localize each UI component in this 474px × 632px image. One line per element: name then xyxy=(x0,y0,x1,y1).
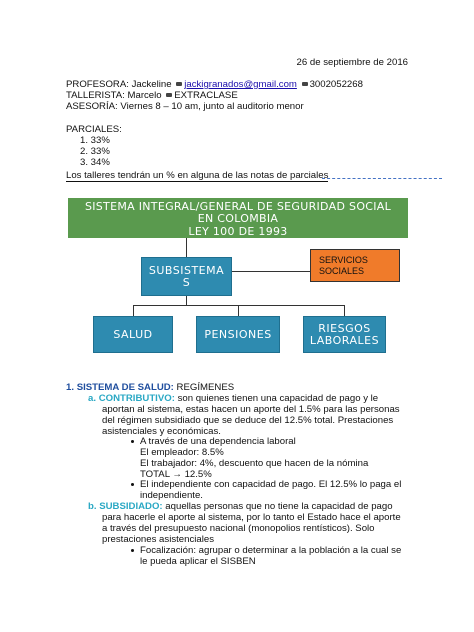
phone-number: 3002052268 xyxy=(309,79,363,90)
talleres-note-text: Los talleres tendrán un % en alguna de las notas de parciales xyxy=(66,170,329,181)
subsidiado-text-4: prestaciones asistenciales xyxy=(102,534,214,545)
connector-line xyxy=(133,305,345,306)
section-title-rest: REGÍMENES xyxy=(173,382,235,393)
marker-icon xyxy=(166,93,172,97)
pensiones-label: PENSIONES xyxy=(204,327,272,341)
contributivo-line-1 xyxy=(88,393,378,404)
connector-line xyxy=(186,238,187,257)
salud-label: SALUD xyxy=(113,327,153,341)
section-number: 1. xyxy=(66,382,75,393)
document-date: 26 de septiembre de 2016 xyxy=(296,57,408,68)
phone-icon xyxy=(302,82,308,86)
subsidiado-text-1: aquellas personas que no tiene la capacidad de pago xyxy=(162,501,393,512)
connector-line xyxy=(238,305,239,316)
bullet-icon xyxy=(131,549,134,552)
section-1-heading xyxy=(66,382,234,393)
servicios-text-2: SOCIALES xyxy=(319,266,365,276)
bullet-icon xyxy=(131,440,134,443)
diagram-banner xyxy=(68,198,408,238)
subsidiado-title: SUBSIDIADO: xyxy=(99,501,163,512)
connector-line xyxy=(232,271,310,272)
tallerista-label: TALLERISTA: Marcelo xyxy=(66,90,162,101)
subsidiado-bullet-1: Focalización: agrupar o determinar a la población a la cual se xyxy=(140,545,402,556)
parciales-label: PARCIALES: xyxy=(66,124,122,135)
bullet-icon xyxy=(131,483,134,486)
parcial-item: 3. 34% xyxy=(80,157,110,168)
banner-line-3: LEY 100 DE 1993 xyxy=(188,225,288,238)
contributivo-title: CONTRIBUTIVO: xyxy=(98,393,175,404)
banner-line-2: EN COLOMBIA xyxy=(197,212,279,225)
contributivo-text-2: aportan al sistema, estas hacen un aporte del 1.5% para las personas xyxy=(102,404,400,415)
trabajador-line: El trabajador: 4%, descuento que hacen de la nómina xyxy=(140,458,369,469)
subsistemas-box xyxy=(141,257,232,296)
tallerista-line xyxy=(66,90,238,101)
riesgos-label-2: LABORALES xyxy=(309,333,380,347)
contributivo-bullet-1: A través de una dependencia laboral xyxy=(140,436,296,447)
section-title: SISTEMA DE SALUD: xyxy=(76,382,174,393)
profesora-label: PROFESORA: Jackeline xyxy=(66,79,172,90)
subsidiado-text-3: a través del presupuesto nacional (monopolios rentísticos). Solo xyxy=(102,523,375,534)
connector-line xyxy=(344,305,345,316)
riesgos-label-1: RIESGOS xyxy=(318,321,371,335)
dashed-divider xyxy=(322,178,442,179)
extraclase-label: EXTRACLASE xyxy=(174,90,238,101)
banner-line-1: SISTEMA INTEGRAL/GENERAL DE SEGURIDAD SOCIAL xyxy=(84,200,392,213)
servicios-text-1: SERVICIOS xyxy=(319,255,368,265)
subsistemas-text-1: SUBSISTEMA xyxy=(148,263,225,277)
asesoria-line: ASESORÍA: Viernes 8 – 10 am, junto al auditorio menor xyxy=(66,101,304,112)
email-link[interactable]: jackigranados@gmail.com xyxy=(184,79,297,90)
parcial-item: 2. 33% xyxy=(80,146,110,157)
contributivo-text-1: son quienes tienen una capacidad de pago y le xyxy=(174,393,379,404)
salud-box xyxy=(93,316,173,353)
connector-line xyxy=(133,305,134,316)
total-line: TOTAL → 12.5% xyxy=(140,469,212,480)
contributivo-text-3: del régimen subsidiado que se deduce del 12.5% total. Prestaciones xyxy=(102,415,394,426)
contributivo-bullet-2-cont: independiente. xyxy=(140,490,203,501)
empleador-line: El empleador: 8.5% xyxy=(140,447,224,458)
subsidiado-text-2: para hacerle el aporte al sistema, por lo tanto el Estado hace el aporte xyxy=(102,512,401,523)
contributivo-bullet-2: El independiente con capacidad de pago. El 12.5% lo paga el xyxy=(140,479,402,490)
subsistemas-text-2: S xyxy=(182,275,191,289)
servicios-sociales-box xyxy=(310,249,400,282)
pensiones-box xyxy=(196,316,280,353)
item-a-marker: a. xyxy=(88,393,97,404)
item-b-marker: b. xyxy=(88,501,97,512)
subsidiado-bullet-1-cont: le pueda aplicar el SISBEN xyxy=(140,556,256,567)
parcial-item: 1. 33% xyxy=(80,135,110,146)
contributivo-text-4: asistenciales y económicas. xyxy=(102,426,221,437)
profesora-line xyxy=(66,79,363,90)
email-link-icon xyxy=(176,82,182,86)
talleres-note xyxy=(66,170,328,181)
riesgos-box xyxy=(303,316,386,353)
subsidiado-line-1 xyxy=(88,501,393,512)
